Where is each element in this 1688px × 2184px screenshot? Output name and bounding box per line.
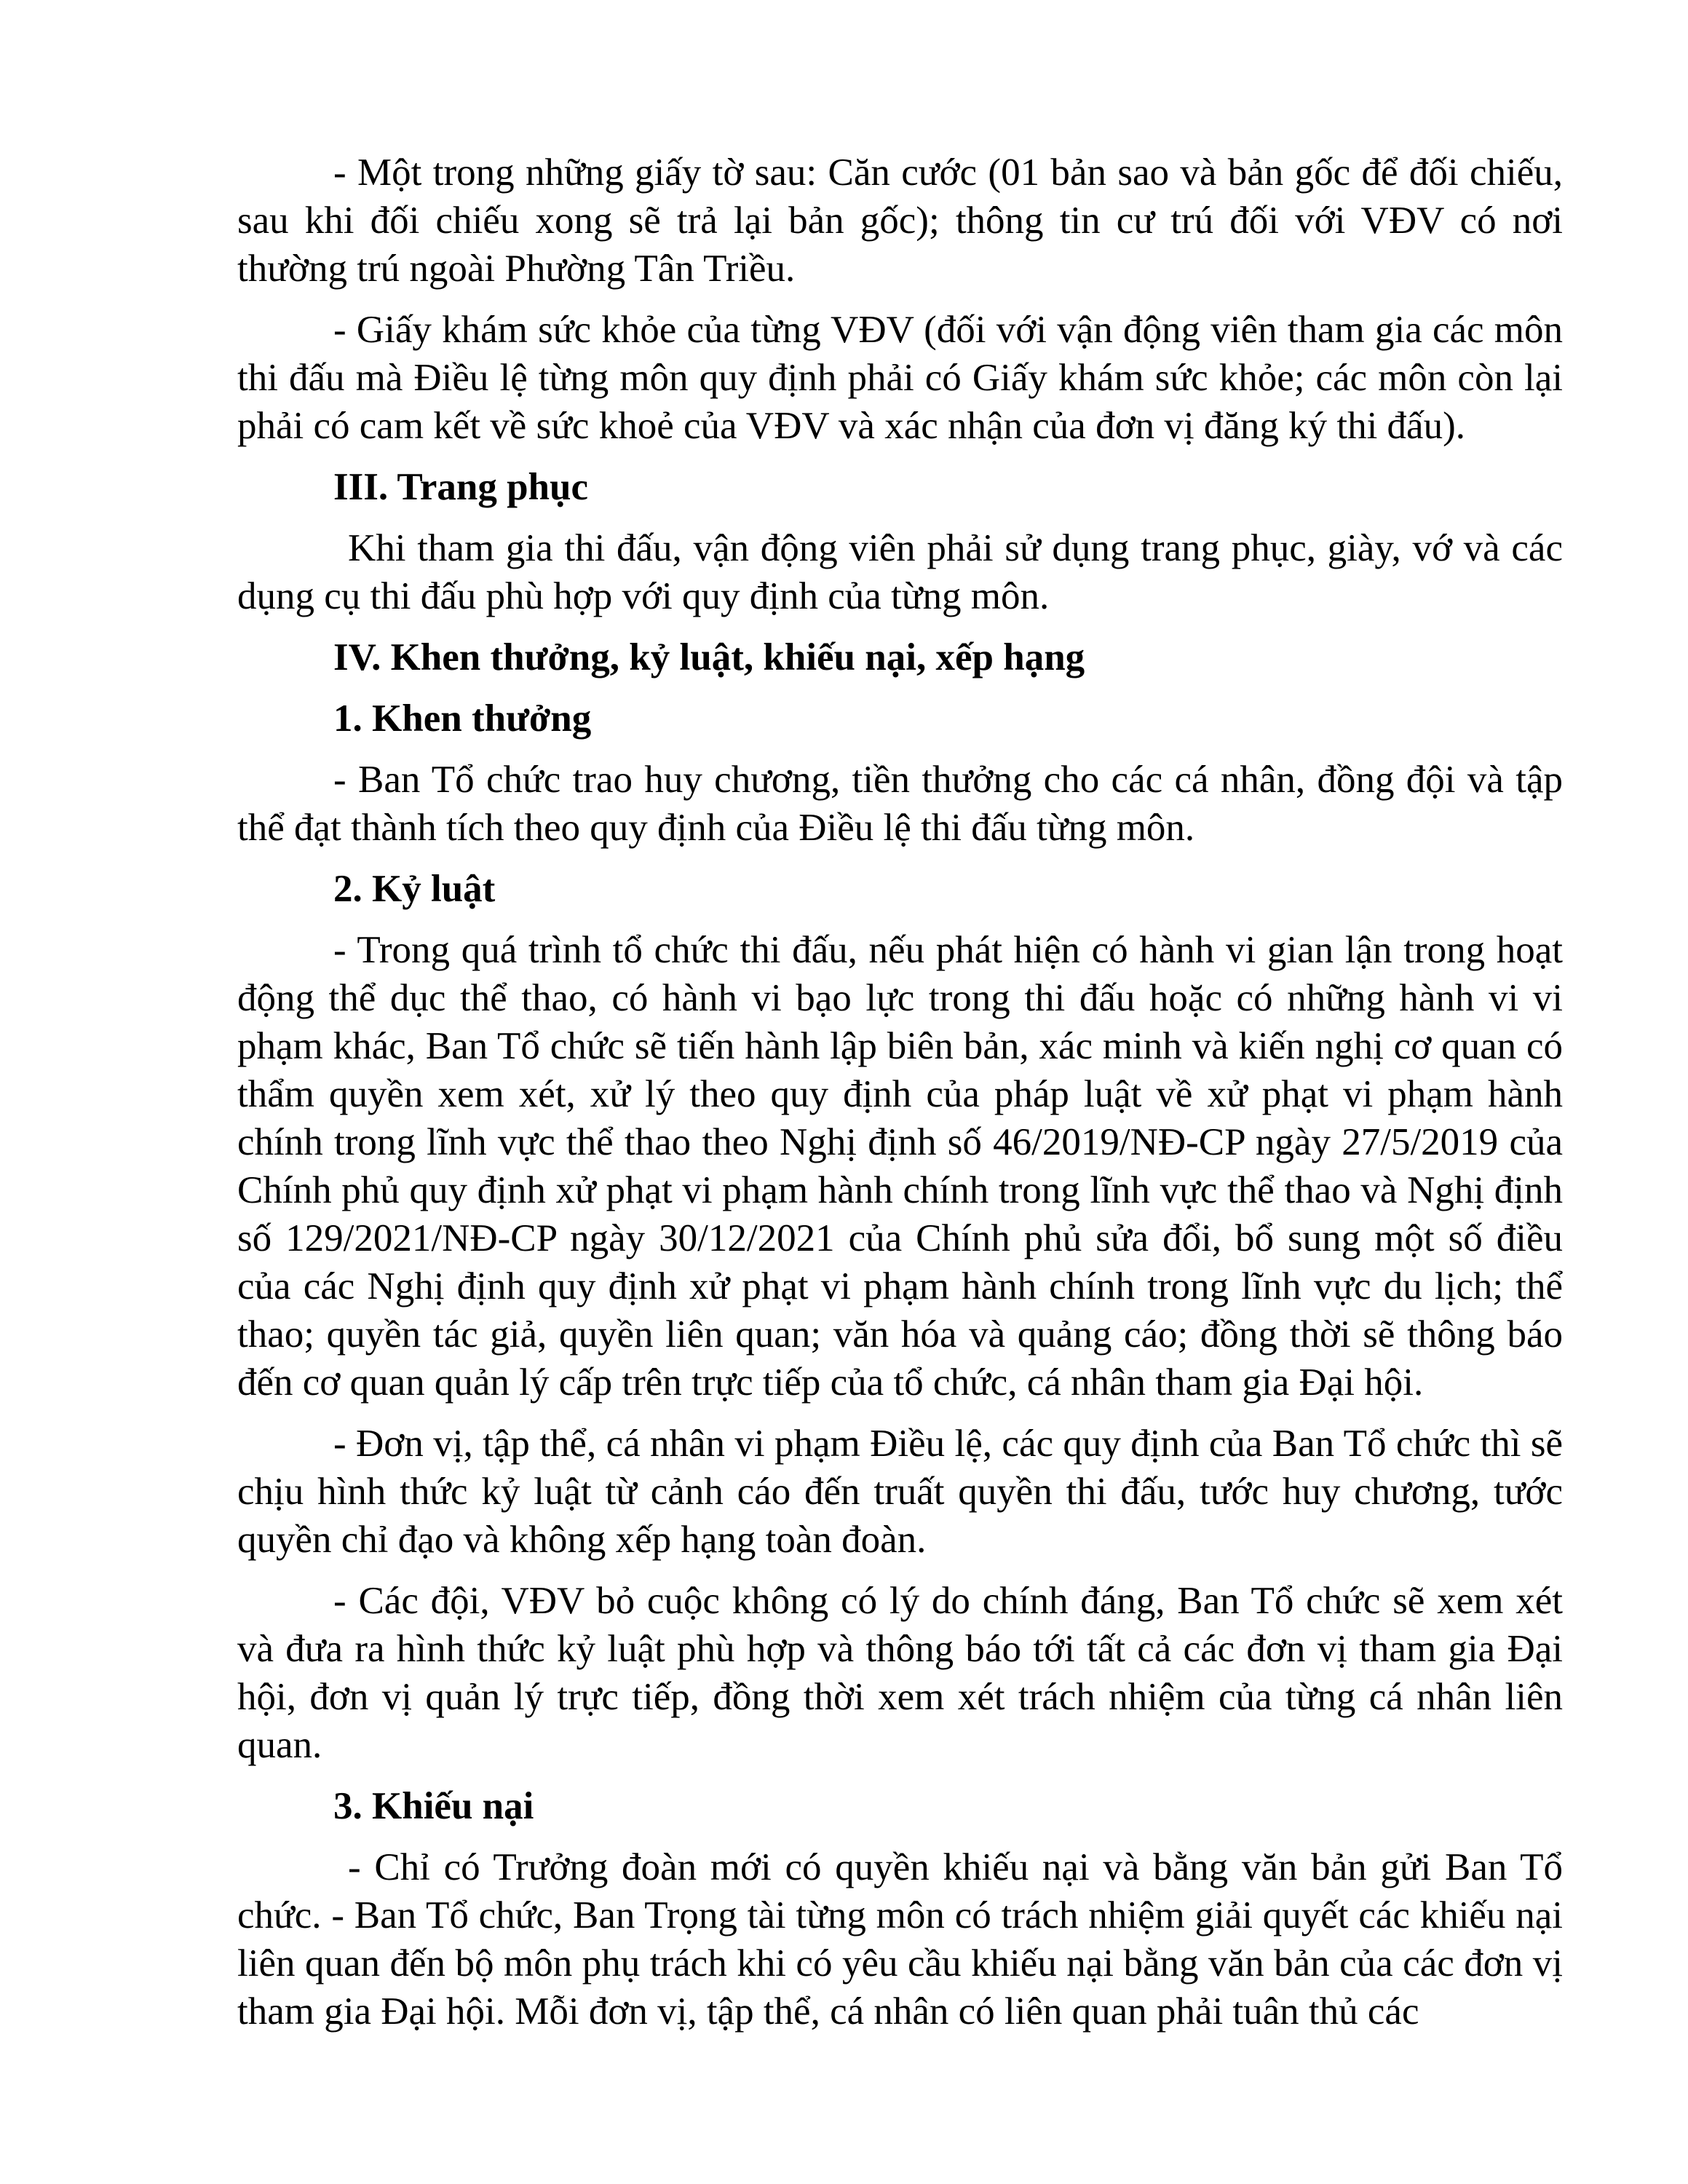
heading-section-iii-trang-phuc: III. Trang phục [333,466,589,508]
paragraph-identity-documents: - Một trong những giấy tờ sau: Căn cước (01 bản sao và bản gốc để đối chiếu, sau khi đối chiếu xong sẽ trả lại bản gốc); thông tin cư trú đối với VĐV có nơi thường trú ngoài Phường Tân Triều. [237,151,1563,290]
paragraph-discipline-sanctions: - Đơn vị, tập thể, cá nhân vi phạm Điều lệ, các quy định của Ban Tổ chức thì sẽ chịu hình thức kỷ luật từ cảnh cáo đến truất quyền thi đấu, tước huy chương, tước quyền chỉ đạo và không xếp hạng toàn đoàn. [237,1423,1563,1561]
document-content [237,149,1563,2049]
paragraph-health-certificate: - Giấy khám sức khỏe của từng VĐV (đối với vận động viên tham gia các môn thi đấu mà Điều lệ từng môn quy định phải có Giấy khám sức khỏe; các môn còn lại phải có cam kết về sức khoẻ của VĐV và xác nhận của đơn vị đăng ký thi đấu). [237,309,1563,447]
paragraph-attire-rules: Khi tham gia thi đấu, vận động viên phải sử dụng trang phục, giày, vớ và các dụng cụ thi đấu phù hợp với quy định của từng môn. [237,527,1563,617]
paragraph-rewards: - Ban Tổ chức trao huy chương, tiền thưởng cho các cá nhân, đồng đội và tập thể đạt thành tích theo quy định của Điều lệ thi đấu từng môn. [237,759,1563,849]
paragraph-discipline-violations: - Trong quá trình tổ chức thi đấu, nếu phát hiện có hành vi gian lận trong hoạt động thể dục thể thao, có hành vi bạo lực trong thi đấu hoặc có những hành vi vi phạm khác, Ban Tổ chức sẽ tiến hành lập biên bản, xác minh và kiến nghị cơ quan có thẩm quyền xem xét, xử lý theo quy định của pháp luật về xử phạt vi phạm hành chính trong lĩnh vực thể thao theo Nghị định số 46/2019/NĐ-CP ngày 27/5/2019 của Chính phủ quy định xử phạt vi phạm hành chính trong lĩnh vực thể thao và Nghị định số 129/2021/NĐ-CP ngày 30/12/2021 của Chính phủ sửa đổi, bổ sung một số điều của các Nghị định quy định xử phạt vi phạm hành chính trong lĩnh vực du lịch; thể thao; quyền tác giả, quyền liên quan; văn hóa và quảng cáo; đồng thời sẽ thông báo đến cơ quan quản lý cấp trên trực tiếp của tổ chức, cá nhân tham gia Đại hội. [237,929,1563,1404]
paragraph-complaints: - Chỉ có Trưởng đoàn mới có quyền khiếu nại và bằng văn bản gửi Ban Tổ chức. - Ban Tổ chức, Ban Trọng tài từng môn có trách nhiệm giải quyết các khiếu nại liên quan đến bộ môn phụ trách khi có yêu cầu khiếu nại bằng văn bản của các đơn vị tham gia Đại hội. Mỗi đơn vị, tập thể, cá nhân có liên quan phải tuân thủ các [237,1846,1563,2033]
heading-1-khen-thuong: 1. Khen thưởng [333,697,592,740]
heading-section-iv-khen-thuong-ky-luat: IV. Khen thưởng, kỷ luật, khiếu nại, xếp hạng [333,636,1085,678]
heading-3-khieu-nai: 3. Khiếu nại [333,1785,534,1827]
heading-2-ky-luat: 2. Kỷ luật [333,868,496,910]
paragraph-discipline-withdrawal: - Các đội, VĐV bỏ cuộc không có lý do chính đáng, Ban Tổ chức sẽ xem xét và đưa ra hình thức kỷ luật phù hợp và thông báo tới tất cả các đơn vị tham gia Đại hội, đơn vị quản lý trực tiếp, đồng thời xem xét trách nhiệm của từng cá nhân liên quan. [237,1580,1563,1766]
